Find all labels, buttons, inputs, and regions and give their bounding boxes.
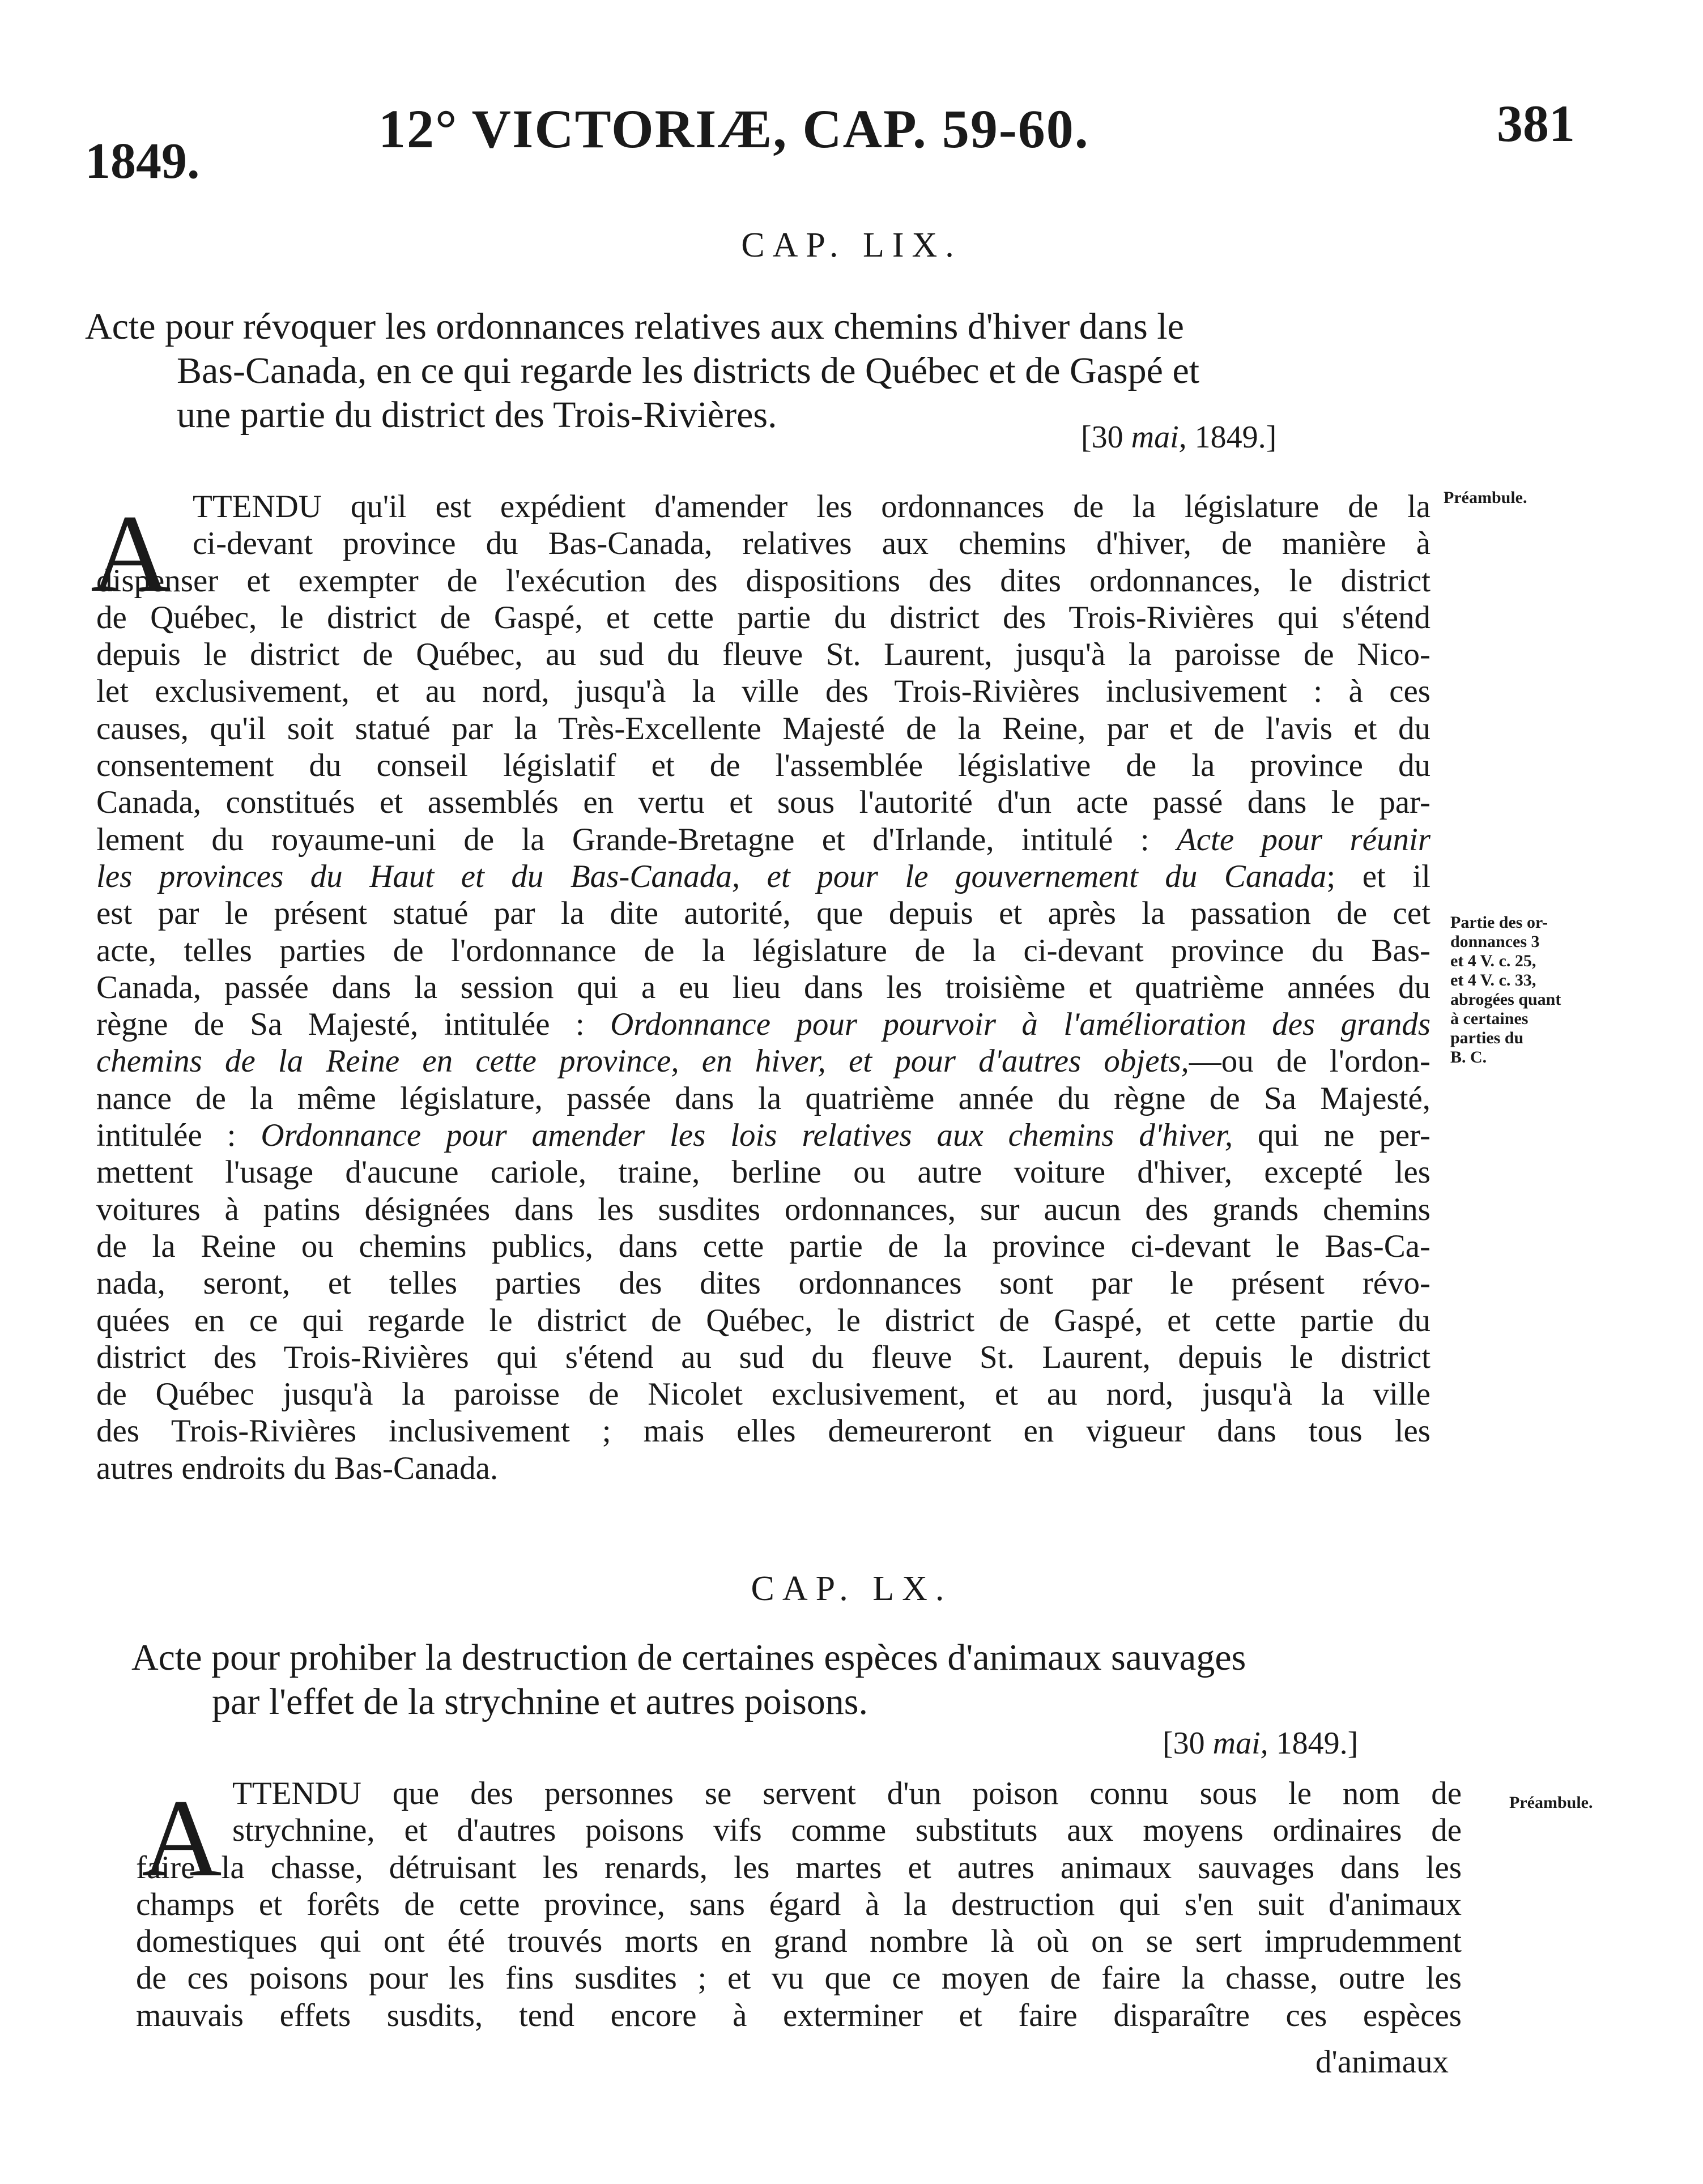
catchword: d'animaux xyxy=(1315,2044,1449,2080)
body-line: acte, telles parties de l'ordonnance de la législature de la ci-devant province du Bas- xyxy=(96,932,1430,969)
margin-note-preamble: Préambule. xyxy=(1509,1793,1593,1812)
margin-note-line: abrogées quant xyxy=(1450,990,1561,1009)
body-line: autres endroits du Bas-Canada. xyxy=(96,1450,499,1486)
body-run: qui ne per- xyxy=(1233,1117,1431,1154)
body-italic-run: chemins de la Reine en cette province, en hiver, et pour d'autres objets, xyxy=(96,1043,1189,1080)
body-run: règne de Sa Majesté, intitulée : xyxy=(96,1006,585,1043)
body-line: district des Trois-Rivières qui s'étend au sud du fleuve St. Laurent, depuis le district xyxy=(96,1339,1430,1375)
chapter-60-title-line: par l'effet de la strychnine et autres poisons. xyxy=(212,1681,868,1722)
date-prefix: [30 xyxy=(1081,420,1131,455)
margin-note-line: donnances 3 xyxy=(1450,932,1540,951)
body-line: depuis le district de Québec, au sud du fleuve St. Laurent, jusqu'à la paroisse de Nico- xyxy=(96,637,1430,673)
date-suffix: 1849.] xyxy=(1268,1726,1359,1761)
body-line-mixed xyxy=(96,858,1430,895)
body-line: nance de la même législature, passée dans la quatrième année du règne de Sa Majesté, xyxy=(96,1080,1430,1116)
body-line: mauvais effets susdits, tend encore à exterminer et faire disparaître ces espèces xyxy=(136,1997,1462,2033)
body-line: voitures à patins désignées dans les susdites ordonnances, sur aucun des grands chemins xyxy=(96,1191,1430,1227)
body-line: est par le présent statué par la dite autorité, que depuis et après la passation de cet xyxy=(96,895,1430,932)
chapter-59-heading: CAP. LIX. xyxy=(741,226,962,265)
body-line: de ces poisons pour les fins susdites ; et vu que ce moyen de faire la chasse, outre les xyxy=(136,1960,1462,1997)
margin-note-line: à certaines xyxy=(1450,1009,1529,1028)
chapter-59-title-line: Bas-Canada, en ce qui regarde les districts de Québec et de Gaspé et xyxy=(177,350,1200,391)
body-italic-run: Ordonnance pour amender les lois relatives aux chemins d'hiver, xyxy=(261,1117,1233,1154)
body-run: lement du royaume-uni de la Grande-Bretagne et d'Irlande, intitulé : xyxy=(96,821,1149,858)
body-line: champs et forêts de cette province, sans égard à la destruction qui s'en suit d'animaux xyxy=(136,1886,1462,1922)
margin-note-preamble: Préambule. xyxy=(1444,488,1527,507)
date-month: mai, xyxy=(1131,420,1187,455)
chapter-60-dropcap: A xyxy=(142,1777,222,1900)
body-run: ; et il xyxy=(1326,858,1430,894)
margin-note-line: et 4 V. c. 33, xyxy=(1450,971,1536,989)
body-italic-run: Ordonnance pour pourvoir à l'amélioration des grands xyxy=(610,1006,1431,1043)
body-italic-run: les provinces du Haut et du Bas-Canada, et pour le gouvernement du Canada xyxy=(96,858,1327,894)
body-line: domestiques qui ont été trouvés morts en grand nombre là où on se sert imprudemment xyxy=(136,1923,1462,1960)
body-line-mixed xyxy=(96,1117,1430,1154)
margin-note-line: Partie des or- xyxy=(1450,913,1548,932)
chapter-59-title-line: Acte pour révoquer les ordonnances relatives aux chemins d'hiver dans le xyxy=(85,306,1184,347)
chapter-60-heading: CAP. LX. xyxy=(751,1569,952,1608)
body-line: de Québec, le district de Gaspé, et cette partie du district des Trois-Rivières qui s'étend xyxy=(96,599,1430,635)
chapter-59-body xyxy=(96,488,1430,1487)
date-suffix: 1849.] xyxy=(1186,420,1277,455)
margin-note-line: et 4 V. c. 25, xyxy=(1450,952,1536,970)
body-line-mixed xyxy=(96,1006,1430,1043)
header-year: 1849. xyxy=(85,133,200,189)
margin-note-line: B. C. xyxy=(1450,1048,1487,1067)
body-line: des Trois-Rivières inclusivement ; mais elles demeureront en vigueur dans tous les xyxy=(96,1413,1430,1449)
body-line: ci-devant province du Bas-Canada, relatives aux chemins d'hiver, de manière à xyxy=(193,526,1430,562)
body-run: intitulée : xyxy=(96,1117,236,1154)
page-number: 381 xyxy=(1497,95,1575,152)
body-line: let exclusivement, et au nord, jusqu'à la ville des Trois-Rivières inclusivement : à ces xyxy=(96,673,1430,710)
body-line: TTENDU qu'il est expédient d'amender les ordonnances de la législature de la xyxy=(193,489,1430,524)
header-title: 12° VICTORIÆ, CAP. 59-60. xyxy=(378,99,1089,159)
chapter-60-date xyxy=(1163,1725,1358,1761)
body-line: quées en ce qui regarde le district de Québec, le district de Gaspé, et cette partie du xyxy=(96,1302,1430,1338)
chapter-59-dropcap: A xyxy=(91,492,171,615)
margin-note-repeal xyxy=(1450,913,1561,1067)
body-line: de la Reine ou chemins publics, dans cette partie de la province ci-devant le Bas-Ca- xyxy=(96,1228,1430,1264)
body-line: causes, qu'il soit statué par la Très-Excellente Majesté de la Reine, par et de l'avis et du xyxy=(96,710,1430,747)
body-line: de Québec jusqu'à la paroisse de Nicolet exclusivement, et au nord, jusqu'à la ville xyxy=(96,1376,1430,1413)
chapter-60-title xyxy=(131,1636,1246,1724)
chapter-60-title-line: Acte pour prohiber la destruction de certaines espèces d'animaux sauvages xyxy=(131,1637,1246,1678)
body-line: faire la chasse, détruisant les renards, les martes et autres animaux sauvages dans les xyxy=(136,1849,1462,1886)
body-line-mixed xyxy=(96,1043,1430,1080)
date-month: mai, xyxy=(1212,1726,1268,1761)
body-line: strychnine, et d'autres poisons vifs comme substituts aux moyens ordinaires de xyxy=(232,1812,1462,1849)
body-line: Canada, constitués et assemblés en vertu et sous l'autorité d'un acte passé dans le par- xyxy=(96,784,1430,821)
body-line: Canada, passée dans la session qui a eu lieu dans les troisième et quatrième années du xyxy=(96,969,1430,1005)
body-line: nada, seront, et telles parties des dites ordonnances sont par le présent révo- xyxy=(96,1265,1430,1302)
body-line: mettent l'usage d'aucune cariole, traine, berline ou autre voiture d'hiver, excepté les xyxy=(96,1154,1430,1191)
body-line: dispenser et exempter de l'exécution des dispositions des dites ordonnances, le district xyxy=(96,562,1430,599)
chapter-59-title xyxy=(85,305,1199,437)
body-italic-run: Acte pour réunir xyxy=(1176,821,1431,858)
body-run: —ou de l'ordon- xyxy=(1189,1043,1430,1080)
chapter-60-body xyxy=(136,1775,1462,2034)
body-line-mixed xyxy=(96,821,1430,858)
body-line: consentement du conseil législatif et de l'assemblée législative de la province du xyxy=(96,748,1430,784)
margin-note-line: parties du xyxy=(1450,1029,1524,1047)
date-prefix: [30 xyxy=(1163,1726,1213,1761)
chapter-59-date xyxy=(1081,419,1276,455)
body-line: TTENDU que des personnes se servent d'un poison connu sous le nom de xyxy=(232,1776,1462,1811)
chapter-59-title-line: une partie du district des Trois-Rivières. xyxy=(177,394,777,436)
